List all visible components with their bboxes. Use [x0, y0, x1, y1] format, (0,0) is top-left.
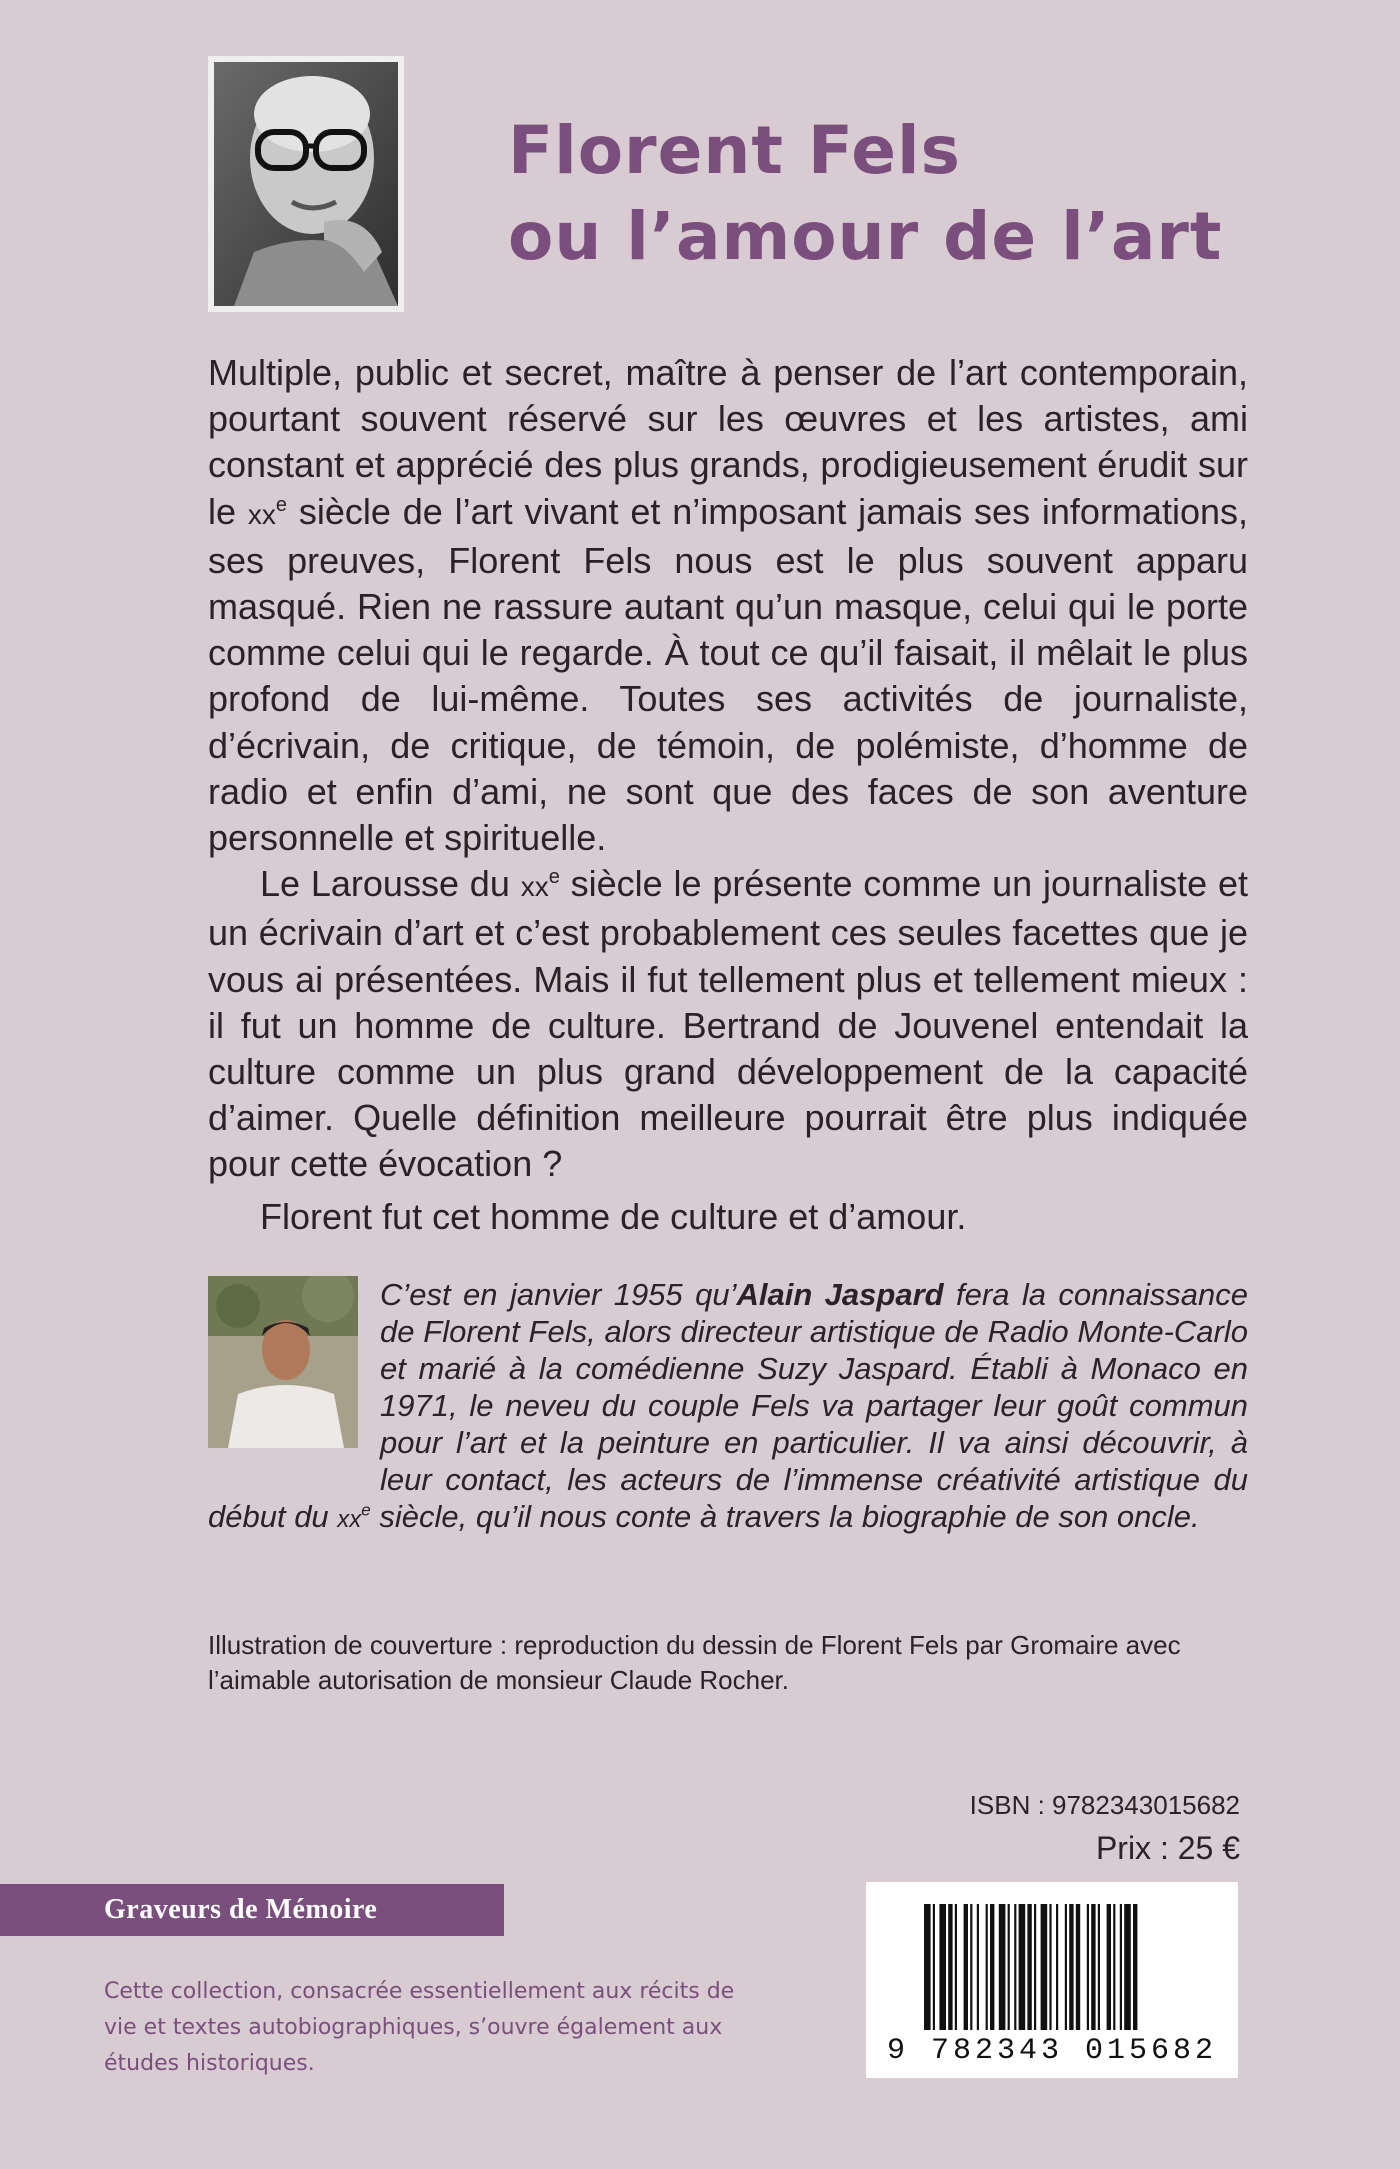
barcode-bar [1087, 1904, 1089, 2030]
body-text [208, 350, 1248, 1240]
barcode-bar [955, 1904, 957, 2030]
cover-credit: Illustration de couverture : reproduction du dessin de Florent Fels par Gromaire avec l’aimable autorisation de monsieur Claude Rocher. [208, 1630, 1181, 1695]
barcode-bar [1014, 1904, 1016, 2030]
barcode-number: 9 782343 015682 [886, 2034, 1218, 2068]
barcode-bar [990, 1904, 994, 2030]
century-sup: e [548, 866, 560, 889]
isbn: ISBN : 9782343015682 [969, 1790, 1240, 1820]
barcode-bar [939, 1904, 946, 2030]
barcode-bar [1019, 1904, 1026, 2030]
book-title [508, 108, 1328, 280]
barcode-bar [1069, 1904, 1073, 2030]
barcode-bar [970, 1904, 972, 2030]
barcode-bar [1098, 1904, 1100, 2030]
title-line-1: Florent Fels [508, 112, 961, 189]
title-line-2: ou l’amour de l’art [508, 198, 1223, 275]
bio-text-b: fera la connaissance de Florent Fels, alors directeur artistique de Radio Monte-Carlo et marié à la comédienne Suzy Jaspard. Établi à Monaco en 1971, le neveu du couple Fels va partager leur goût commun pour l’art et la peinture en particulier. Il va ainsi découvrir, à leur contact, les acteurs de l’immense créativité artistique du début du [208, 1277, 1248, 1534]
barcode-bar [1107, 1904, 1111, 2030]
century-xx: xx [337, 1506, 362, 1533]
barcode-bar [924, 1904, 931, 2030]
barcode-bar [948, 1904, 952, 2030]
barcode-bar [1124, 1904, 1131, 2030]
paragraph-2-part-b: siècle le présente comme un journaliste et un écrivain d’art et c’est probablement ces seules facettes que je vous ai présentées. Mais il fut tellement plus et tellement mieux : il fut un homme de culture. Bertrand de Jouvenel entendait la culture comme un plus grand développement de la capacité d’aimer. Quelle définition meilleure pourrait être plus indiquée pour cette évocation ? [208, 863, 1248, 1185]
barcode-bar [1091, 1904, 1095, 2030]
paragraph-1 [208, 350, 1248, 861]
portrait-photo [208, 56, 404, 312]
barcode-bar [977, 1904, 979, 2030]
barcode-bar [986, 1904, 988, 2030]
author-photo [208, 1276, 380, 1462]
price: Prix : 25 € [1095, 1830, 1240, 1866]
portrait-photo-icon [214, 62, 398, 306]
paragraph-3: Florent fut cet homme de culture et d’amour. [260, 1195, 967, 1237]
barcode-bar [1049, 1904, 1051, 2030]
bio-text-c: siècle, qu’il nous conte à travers la biographie de son oncle. [370, 1499, 1200, 1534]
barcode-bar [1008, 1904, 1010, 2030]
author-bio [208, 1276, 1248, 1538]
century-sup: e [361, 1500, 371, 1520]
paragraph-2 [208, 861, 1248, 1187]
author-name: Alain Jaspard [736, 1277, 944, 1312]
barcode-bar [964, 1904, 968, 2030]
barcode-bar [999, 1904, 1006, 2030]
barcode-bar [1056, 1904, 1058, 2030]
barcode [866, 1882, 1238, 2078]
collection-banner [0, 1884, 504, 1936]
barcode-bar [1120, 1904, 1122, 2030]
barcode-bar [1065, 1904, 1067, 2030]
paragraph-1-part-a: Multiple, public et secret, maître à penser de l’art contemporain, pourtant souvent réservé sur les œuvres et les artistes, ami constant et apprécié des plus grands, prodigieusement érudit sur le [208, 352, 1248, 532]
barcode-bar [1027, 1904, 1031, 2030]
bio-text-a: C’est en janvier 1955 qu’ [380, 1277, 737, 1312]
paragraph-2-part-a: Le Larousse du [260, 863, 521, 905]
barcode-bar [1076, 1904, 1080, 2030]
barcode-bar [1041, 1904, 1048, 2030]
paragraph-1-part-b: siècle de l’art vivant et n’imposant jamais ses informations, ses preuves, Florent Fels nous est le plus souvent apparu masqué. Rien ne rassure autant qu’un masque, celui qui le porte comme celui qui le regarde. À tout ce qu’il faisait, il mêlait le plus profond de lui-même. Toutes ses activités de journaliste, d’écrivain, de critique, de témoin, de polémiste, d’homme de radio et enfin d’ami, ne sont que des faces de son aventure personnelle et spirituelle. [208, 490, 1248, 859]
author-photo-icon [208, 1276, 358, 1448]
barcode-bar [1034, 1904, 1036, 2030]
barcode-bar [1113, 1904, 1115, 2030]
century-sup: e [275, 493, 287, 516]
barcode-bar [933, 1904, 935, 2030]
barcode-bar [1133, 1904, 1137, 2030]
collection-description: Cette collection, consacrée essentiellement aux récits de vie et textes autobiographiques, s’ouvre également aux études historiques. [104, 1979, 735, 2076]
century-xx: xx [520, 871, 549, 903]
collection-name: Graveurs de Mémoire [104, 1894, 378, 1925]
century-xx: xx [247, 498, 276, 530]
